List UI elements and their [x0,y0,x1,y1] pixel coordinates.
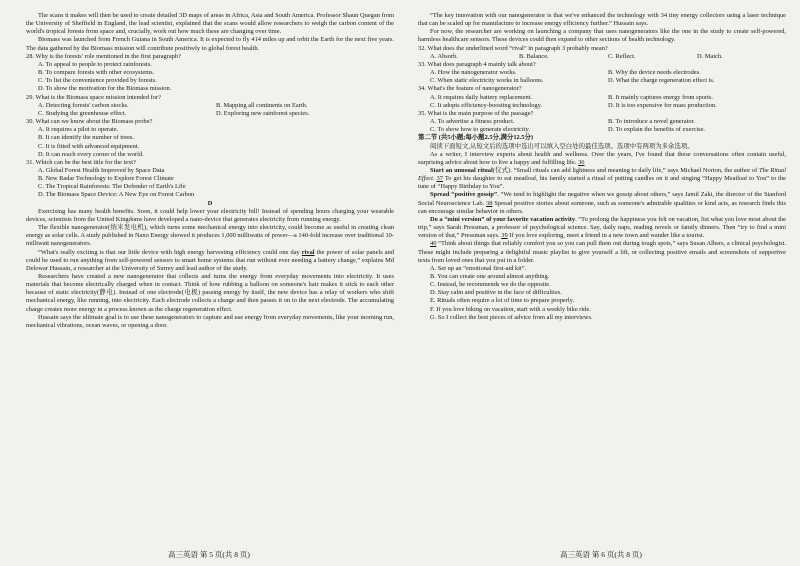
option-row [26,110,394,118]
option: D. It can reach every corner of the world. [38,150,144,158]
option: D. To explain the benefits of exercise. [608,126,706,134]
option-row [26,102,394,110]
option: D. Match. [697,52,723,60]
option: F. If you love biking on vacation, start with a weekly bike ride. [430,305,591,313]
option: A. Set up an “emotional first-aid kit”. [430,264,527,272]
blank-40: 40 [430,240,437,248]
option: D. To show the motivation for the Biomass mission. [38,85,172,93]
blank-39: 39 [501,232,508,240]
option: A. It requires daily battery replacement. [430,93,533,101]
option: B. It mainly captures energy from sports. [608,93,713,101]
option-row [418,102,786,110]
option: A. Global Forest Health Improved by Space Data [38,166,165,174]
section-heading-d: D [207,199,213,207]
paragraph: The scans it makes will then be used to create detailed 3D maps of areas in Africa, Asia and South America. Professor Shaun Quegan from the University of Sheffield in England, the lead scientist, explained that the scans would allow researchers to weigh the carbon content of the world's tropical forests from space and, crucially, work out how much these are changing over time. [26,12,394,36]
text: As a writer, I interview experts about health and wellness. Over the years, I've found that these conversations often contain useful, surprising advice about how to live a happy and fulfilling life. [418,150,786,166]
tip-heading: Do a “mini version” of your favorite vacation activity [430,215,576,223]
text: . “Small rituals can add lightness and meaning to daily life,” says Michael Norton, the author of [510,166,760,174]
question-35: 35. What is the main purpose of the passage? [418,109,534,117]
text: If you love exploring, meet a friend in a new town and wander like a tourist. [507,232,705,240]
option: C. Reflect. [608,52,636,60]
option: C. It is fitted with advanced equipment. [38,142,140,150]
blank-38: 38 [486,199,493,207]
page-footer-left: 高三英语 第 5 页(共 8 页) [168,550,250,559]
option: B. Mapping all continents on Earth. [216,101,308,109]
paragraph [418,216,786,240]
question-30: 30. What can we know about the Biomass probe? [26,118,153,126]
option: C. To show how to generate electricity. [430,126,530,134]
blank-37: 37 [436,175,443,183]
option: B. You can create one around almost anything. [430,273,550,280]
option: C. It adopts efficiency-boosting technology. [430,101,542,109]
instructions: 阅读下面短文,从短文后的选项中选出可以填入空白处的最佳选项。选项中有两项为多余选项。 [430,142,694,150]
option-row [418,53,786,61]
paragraph: Exercising has many health benefits. Soon, it could help lower your electricity bill! Instead of spending hours charging your wearable devices, scientists from the United Kingdoms have developed a nano-device that generates electricity from running energy. [26,207,394,223]
option: B. It can identify the number of trees. [38,134,135,142]
underlined-word: rival [301,248,315,256]
tip-heading: Spread “positive gossip” [430,191,498,199]
paragraph [418,167,786,191]
question-28: 28. Why is the forests' role mentioned in the first paragraph? [26,52,181,60]
paragraph: For now, the researcher are working on launching a company that uses nanogenerators like the one in the study to create self-powered, harmless healthcare sensors. These devices could then expand to other sections of health technology. [418,28,786,44]
option: B. To introduce a novel generator. [608,118,695,126]
option: G. So I collect the best pieces of advice from all my interviews. [430,313,593,321]
option-row [418,118,786,126]
option: D. What the charge regeneration effect is. [608,77,715,85]
option: D. The Biomass Space Device: A New Eye on Forest Carbon [38,191,195,199]
paragraph: The flexible nanogenerator(纳米发电机), which turns some mechanical energy into electricity, could become as useful in creating clean energy as solar cells. A study published in Nano Energy showed it produces 1,000 milliwatts of power—a 140-fold increase over traditional 10-milliwatt nanogenerators. [26,224,394,248]
option: B. To compare forests with other ecosystems. [38,69,155,77]
paragraph [418,240,786,264]
option: A. How the nanogenerator works. [430,69,517,77]
question-31: 31. Which can be the best title for the text? [26,158,136,166]
paragraph [418,191,786,215]
section-heading: 第二节 (共5小题;每小题2.5分,满分12.5分) [418,134,534,142]
tip-heading: Start an unusual ritual [430,166,493,174]
text: To get his daughter to eat meatloaf, his family started a ritual of putting candles on it and singing “Happy Meatloaf to You” to the tune of “Happy Birthday to You”. [418,175,786,191]
text: “What's really exciting is that our little device with high energy harvesting efficiency could one day [38,248,302,256]
paragraph: Biomass was launched from French Guiana in South America. It is expected to fly 414 miles up and orbit the Earth for the next five years. The data gathered by the Biomass mission will contribute positively to global forest health. [26,36,394,52]
option: B. Balance. [519,52,549,60]
text: . “To prolong the happiness you felt on vacation, list what you love most about the trip,” says Sarah Pressman, a professor of psychological science. Say, daily naps, reading novels or family dinners. Then “try to find a mini version of that,” Pressman says. [418,215,787,240]
paragraph: Hussain says the ultimate goal is to use these nanogenerators to capture and use energy from everyday movements, like your morning run, mechanical vibrations, ocean waves, or opening a door. [26,313,394,329]
option: C. When static electricity works in balloons. [430,77,544,85]
option: C. The Tropical Rainforests: The Defender of Earth's Life [38,183,186,191]
question-34: 34. What's the feature of nanogenerator? [418,85,522,93]
option: C. Studying the greenhouse effect. [38,109,127,117]
text: (仪式) [492,166,511,174]
text: the power of solar panels and could be used to run anything from self-powered sensors to smart home systems that run without ever needing a battery change,” explains Md Delowar Hussain, a researcher at the University of Surrey and lead author of the study. [26,248,394,272]
option: D. Exploring new rainforest species. [216,109,310,117]
option-row [418,77,786,85]
option: A. To appeal to people to protect rainforests. [38,60,152,68]
text: . [432,175,437,183]
page-footer-right: 高三英语 第 6 页(共 8 页) [560,550,642,559]
paragraph: Researchers have created a new nanogenerator that collects and turns the energy from everyday movements into electricity. It uses materials that become electrically charged when in contact. Think of how rubbing a balloon on someone's hair makes it stick to each other because of static electricity(静电). Instead of one electrode(电极) passing energy by itself, the new device has a relay of workers who shift mechanical energy, like running, into electricity. Each electrode collects a charge and then passes it on to the next electrode. The accumulating charge creates more energy in a process known as the charge regeneration effect. [26,273,394,313]
question-32: 32. What does the underlined word “rival” in paragraph 3 probably mean? [418,44,608,52]
option: A. Absorb. [430,52,458,60]
blank-36: 36 [578,158,585,166]
text: . “We tend to highlight the negative when we gossip about others,” says Jamil Zaki, the director of the Stanford Social Neuroscience Lab. [418,191,786,207]
left-column [26,12,394,330]
option: D. It is too expensive for mass production. [608,101,717,109]
paragraph [418,151,786,167]
text: Spread positive stories about someone, such as someone's admirable qualities or kind acts, as research finds this can encourage similar behavior in others. [418,199,786,215]
book-title: The Ritual Effect [418,166,786,183]
paragraph [26,249,394,273]
option-row [418,69,786,77]
option-row [418,94,786,102]
option: D. Stay calm and positive in the face of difficulties. [430,289,562,297]
option: B. Why the device needs electrodes. [608,69,701,77]
question-33: 33. What does paragraph 4 mainly talk about? [418,60,536,68]
right-column [418,12,786,322]
question-29: 29. What is the Biomass space mission intended for? [26,93,161,101]
option: B. New Radar Technology to Explore Forest Climate [38,175,174,183]
option: C. To list the convenience provided by forests. [38,77,157,85]
option: A. To advertise a fitness product. [430,118,515,126]
option: A. Detecting forests' carbon stocks. [38,101,129,109]
option: C. Instead, he recommends we do the opposite. [430,281,551,289]
option: A. It requires a pilot to operate. [38,126,119,134]
text: “Think about things that reliably comfort you so you can pull them out during tough spots,” says Susan Albers, a clinical psychologist. These might include preparing a delightful music playlist to give yourself a lift, or collecting positive emails and screenshots of supportive texts from loved ones that you put in a folder. [418,240,786,264]
option: E. Rituals often require a lot of time to prepare properly. [430,297,575,305]
paragraph: “The key innovation with our nanogenerator is that we've enhanced the technology with 34 tiny energy collectors using a laser technique that can be scaled up for manufacture to increase energy efficiency further.” Hussain says. [418,12,786,28]
